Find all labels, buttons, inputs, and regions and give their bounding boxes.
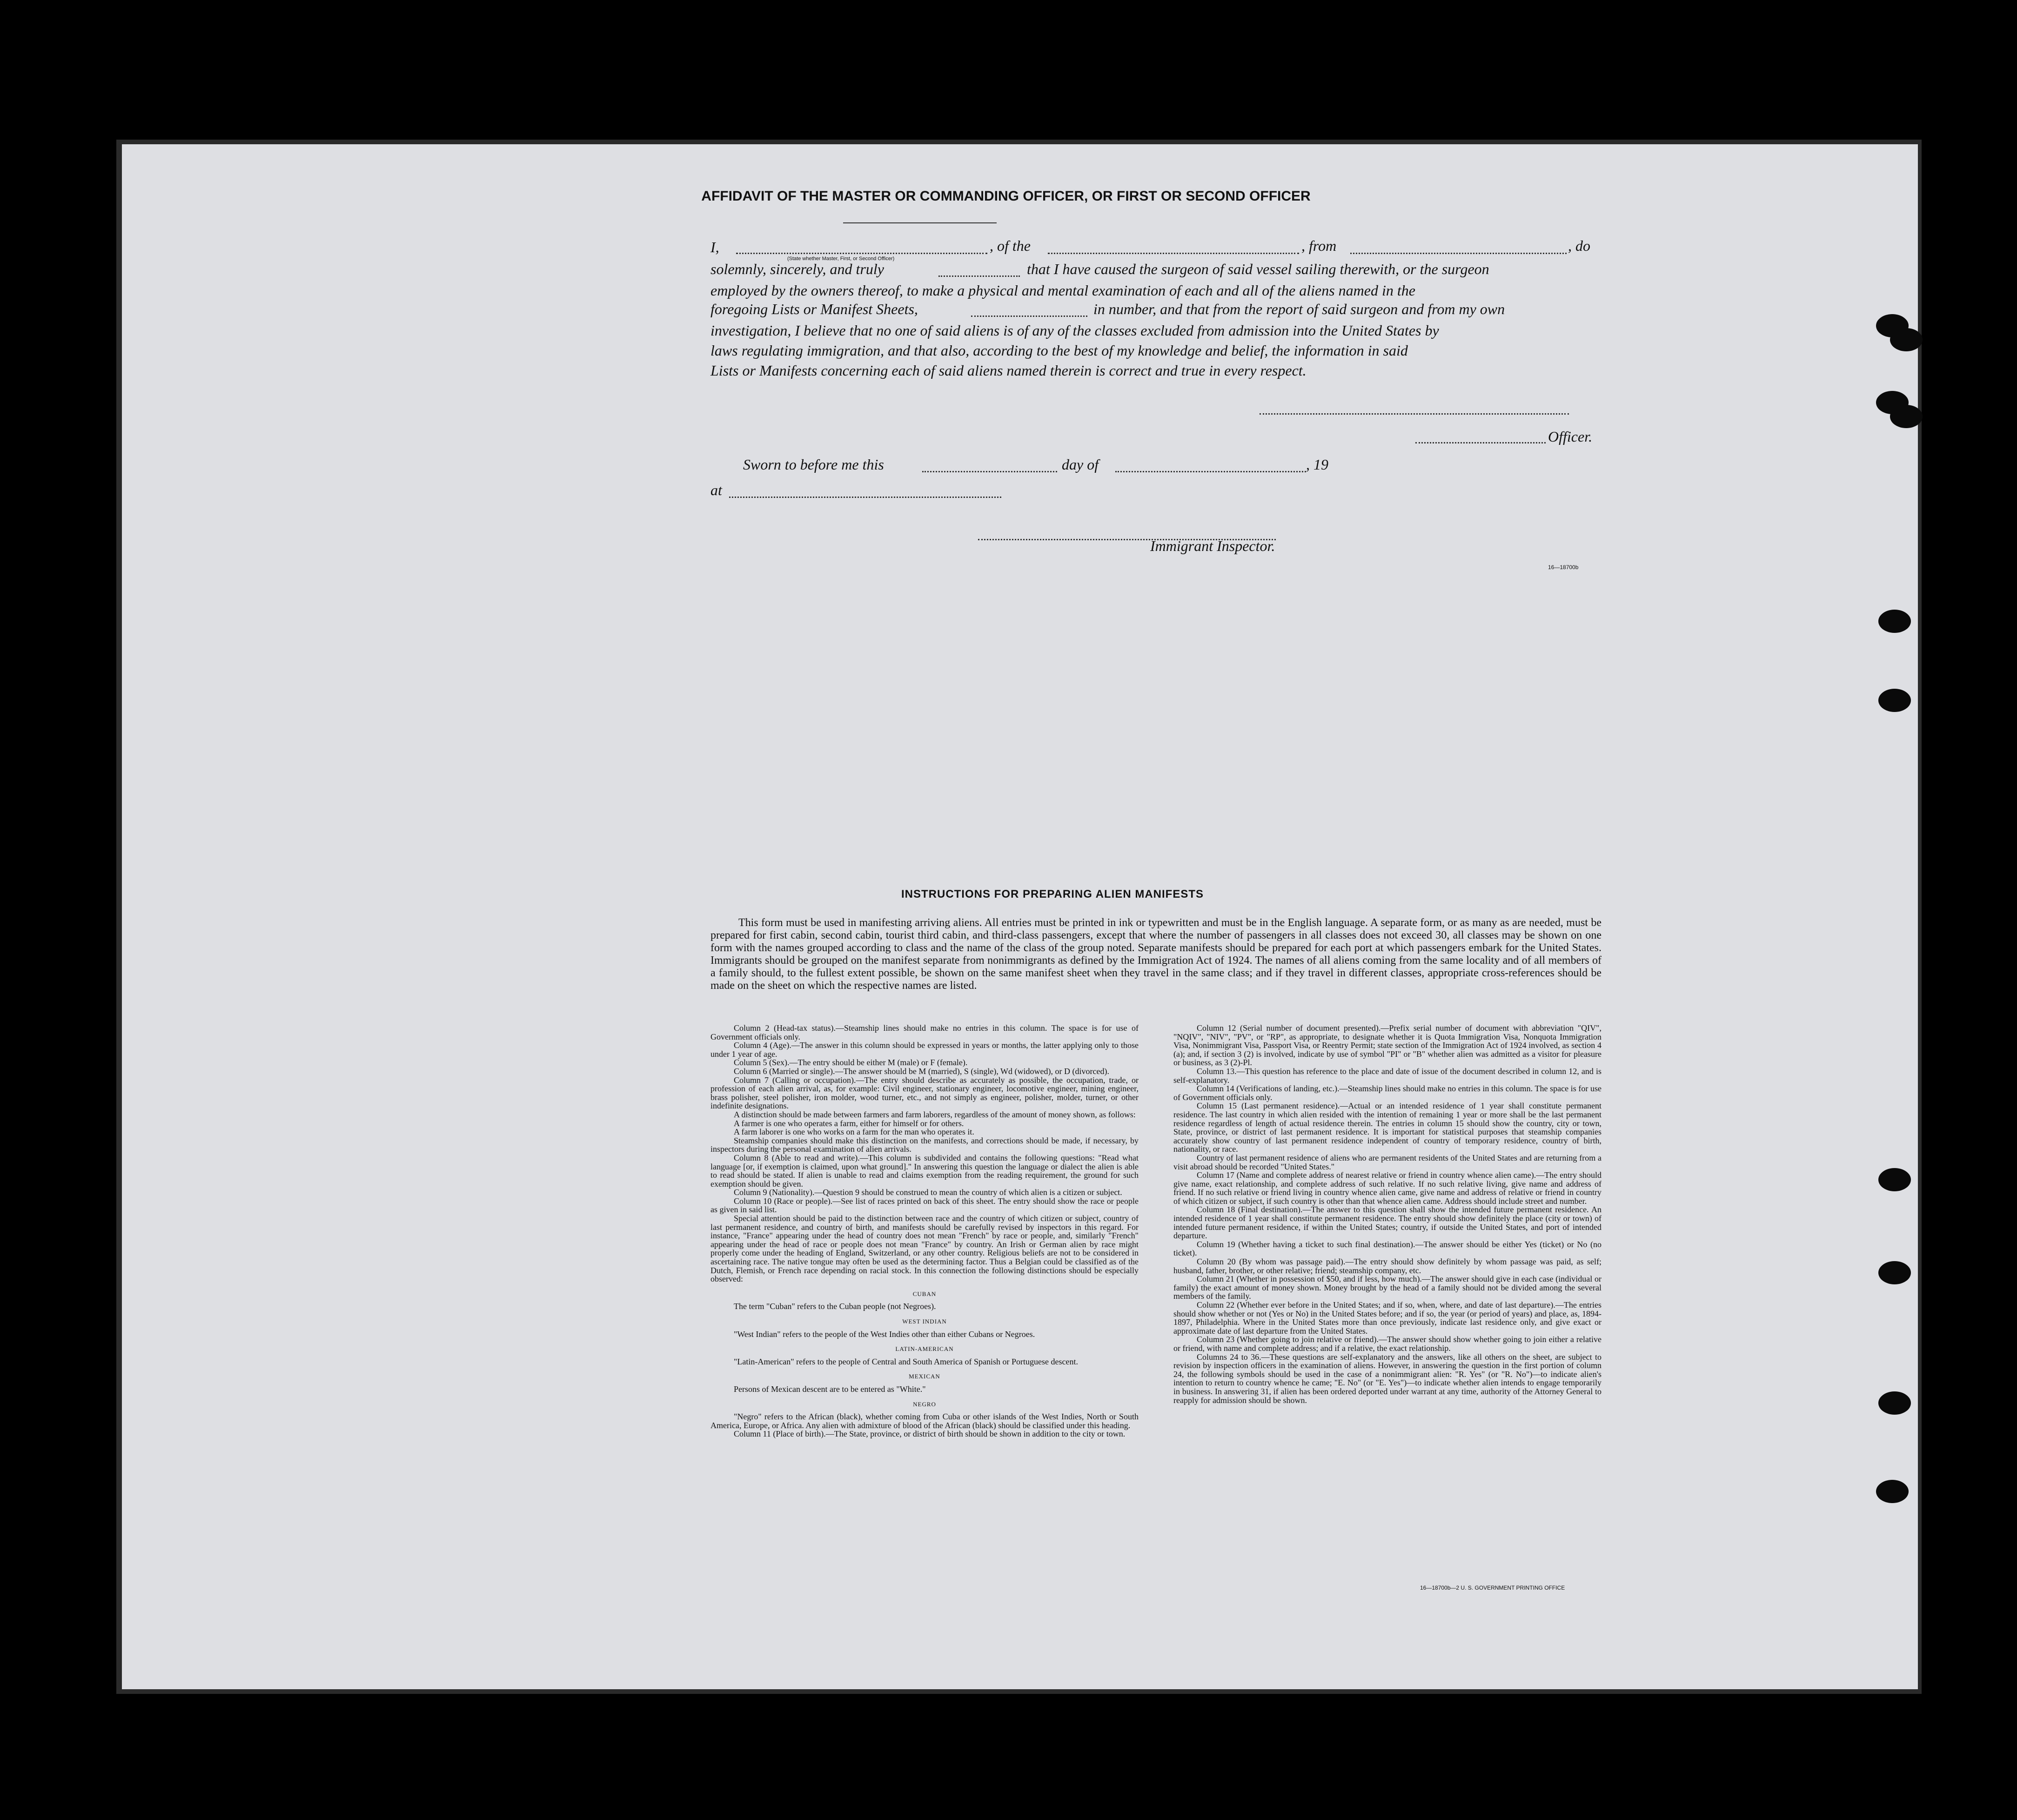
- left-para-7: A farmer is one who operates a farm, either for himself or for others.: [734, 1118, 964, 1128]
- westindian-heading: WEST INDIAN: [902, 1318, 947, 1325]
- rank-note: (State whether Master, First, or Second Officer): [787, 256, 895, 262]
- officer-title-field[interactable]: [1415, 442, 1546, 443]
- negro-text: "Negro" refers to the African (black), whether coming from Cuba or other islands of the West Indies, North or South America, Europe, or Africa. Any alien with admixture of blood of the African (black) should be classified under this heading.: [710, 1412, 1139, 1430]
- cuban-text: The term "Cuban" refers to the Cuban people (not Negroes).: [734, 1302, 936, 1311]
- right-para-1: Column 12 (Serial number of document presented).—Prefix serial number of document with abbreviation "QIV", "NQIV", "NIV", "PV", or "RP", as appropriate, to designate whether it is Quota Immigration Visa, Nonquota Immigration Visa, Nonimmigrant Visa, Passport Visa, or Reentry Permit; state section of the Immigration Act of 1924 involved, as section 4 (a); and, if section 3 (2) is involved, indicate by use of symbol "PI" or "B" whether alien was admitted as a visitor for pleasure or business, as 3 (2)-Pl.: [1173, 1023, 1602, 1068]
- printing-office-footer: 16—18700b—2 U. S. GOVERNMENT PRINTING OFFICE: [1420, 1585, 1565, 1591]
- instructions-right-column: [1173, 1024, 1602, 1404]
- left-para-3: Column 5 (Sex).—The entry should be either M (male) or F (female).: [734, 1058, 968, 1068]
- right-para-5: Country of last permanent residence of aliens who are permanent residents of the United States and are returning from a visit abroad should be recorded "United States.": [1173, 1153, 1602, 1171]
- officer-signature-field[interactable]: [1260, 413, 1569, 415]
- punch-hole: [1878, 1391, 1911, 1415]
- sworn-place-field[interactable]: [729, 497, 1001, 498]
- affidavit-line-4a: foregoing Lists or Manifest Sheets,: [710, 301, 918, 317]
- negro-heading: NEGRO: [913, 1400, 936, 1408]
- document-sheet: [122, 144, 1918, 1689]
- left-para-12: Column 10 (Race or people).—See list of races printed on back of this sheet. The entry should show the race or people as given in said list.: [710, 1196, 1139, 1215]
- affidavit-line-5: investigation, I believe that no one of said aliens is of any of the classes excluded from admission into the United States by: [710, 322, 1439, 339]
- punch-hole: [1890, 405, 1923, 428]
- left-para-8: A farm laborer is one who works on a farm for the man who operates it.: [734, 1127, 974, 1137]
- instructions-intro: [710, 917, 1602, 992]
- day-of-label: day of: [1062, 456, 1099, 473]
- left-para-1: Column 2 (Head-tax status).—Steamship lines should make no entries in this column. The space is for use of Government officials only.: [710, 1023, 1139, 1041]
- instructions-title: INSTRUCTIONS FOR PREPARING ALIEN MANIFESTS: [901, 888, 1204, 900]
- right-para-7: Column 18 (Final destination).—The answer to this question shall show the intended future permanent residence. An intended residence of 1 year shall constitute permanent residence. The entry should show definitely the place (city or town) of intended future permanent residence, if within the United States; country, if outside the United States, and port of intended departure.: [1173, 1205, 1602, 1241]
- mexican-heading: MEXICAN: [909, 1373, 940, 1380]
- right-para-8: Column 19 (Whether having a ticket to such final destination).—The answer should be either Yes (ticket) or No (no ticket).: [1173, 1239, 1602, 1258]
- affidavit-title: AFFIDAVIT OF THE MASTER OR COMMANDING OFFICER, OR FIRST OR SECOND OFFICER: [701, 188, 1311, 204]
- i-label: I,: [710, 239, 719, 255]
- year-label: , 19: [1306, 456, 1328, 473]
- latin-text: "Latin-American" refers to the people of Central and South America of Spanish or Portuguese descent.: [734, 1357, 1078, 1366]
- left-para-6: A distinction should be made between farmers and farm laborers, regardless of the amount of money shown, as follows:: [734, 1109, 1136, 1119]
- punch-hole: [1878, 689, 1911, 712]
- right-para-10: Column 21 (Whether in possession of $50, and if less, how much).—The answer should give in each case (individual or family) the exact amount of money shown. Money brought by the head of a family should not be divided among the several members of the family.: [1173, 1274, 1602, 1301]
- oath-field[interactable]: [938, 275, 1020, 277]
- punch-hole: [1878, 1261, 1911, 1284]
- affidavit-line-2a: solemnly, sincerely, and truly: [710, 261, 884, 277]
- at-label: at: [710, 482, 722, 498]
- right-para-11: Column 22 (Whether ever before in the United States; and if so, when, where, and date of last departure).—The entries should show whether or not (Yes or No) in the United States before; and if so, the year (or period of years) and place, as, 1894-1897, Philadelphia. Where in the United States more than once previously, indicate last residence only, and give exact or approximate date of last departure from the United States.: [1173, 1300, 1602, 1336]
- affidavit-line-3: employed by the owners thereof, to make a physical and mental examination of each and all of the aliens named in the: [710, 282, 1415, 299]
- officer-rank-field[interactable]: [736, 253, 987, 254]
- sworn-day-field[interactable]: [922, 471, 1057, 472]
- affidavit-line-2b: that I have caused the surgeon of said vessel sailing therewith, or the surgeon: [1027, 261, 1489, 277]
- left-para-2: Column 4 (Age).—The answer in this column should be expressed in years or months, the latter applying only to those under 1 year of age.: [710, 1041, 1139, 1059]
- right-para-4: Column 15 (Last permanent residence).—Actual or an intended residence of 1 year shall constitute permanent residence. The last country in which alien resided with the intention of remaining 1 year or more shall be the last permanent residence regardless of length of actual residence therein. The entries in column 15 should show the country, city or town, State, province, or district of last permanent residence. It is important for statistical purposes that steamship companies accurately show country of last permanent residence independent of country of temporary residence, country of birth, nationality, or race.: [1173, 1101, 1602, 1154]
- punch-hole: [1878, 610, 1911, 633]
- col11-text: Column 11 (Place of birth).—The State, province, or district of birth should be shown in addition to the city or town.: [734, 1429, 1126, 1439]
- cuban-heading: CUBAN: [912, 1290, 937, 1297]
- sworn-label: Sworn to before me this: [743, 456, 884, 473]
- from-label: , from: [1301, 237, 1337, 254]
- affidavit-line-1: [710, 237, 1818, 257]
- do-label: , do: [1568, 237, 1590, 254]
- intro-paragraph: This form must be used in manifesting arriving aliens. All entries must be printed in ink or typewritten and must be in the English language. A separate form, or as many as are needed, must be prepared for first cabin, second cabin, tourist third cabin, and third-class passengers, except that where the number of passengers in all classes does not exceed 30, all classes may be shown on one form with the names grouped according to class and the name of the class of the group noted. Separate manifests should be prepared for each port at which passengers embark for the United States. Immigrants should be grouped on the manifest separate from nonimmigrants as defined by the Immigration Act of 1924. The names of all aliens coming from the same locality and of all members of a family should, to the fullest extent possible, be shown on the same manifest sheet when they travel in the same class; and if they travel in different classes, appropriate cross-references should be made on the sheet on which the respective names are listed.: [710, 917, 1602, 992]
- right-para-13: Columns 24 to 36.—These questions are self-explanatory and the answers, like all others on the sheet, are subject to revision by inspection officers in the examination of aliens. However, in answering the question in the first portion of column 24, the following symbols should be used in the case of a nonimmigrant alien: "R. Yes" (or "R. No")—to indicate alien's intention to return to country whence he came; "E. No" (or "E. Yes")—to indicate whether alien intends to engage temporarily in business. In answering 31, if alien has been ordered deported under warrant at any time, authority of the Attorney General to reapply for admission should be shown.: [1173, 1352, 1602, 1405]
- right-para-9: Column 20 (By whom was passage paid).—The entry should show definitely by whom passage was paid, as self; husband, father, brother, or other relative; friend; steamship company, etc.: [1173, 1257, 1602, 1275]
- mexican-text: Persons of Mexican descent are to be entered as "White.": [734, 1384, 926, 1394]
- punch-hole: [1890, 328, 1923, 351]
- right-para-6: Column 17 (Name and complete address of nearest relative or friend in country whence alien came).—The entry should give name, exact relationship, and complete address of such relative. If no such relative living, give name and address of friend. If no such relative or friend living in country whence alien came, give name and address of relative or friend in country of which citizen or subject, if such country is other than that whence alien came. Address should include street and number.: [1173, 1170, 1602, 1206]
- inspector-label: Immigrant Inspector.: [1150, 537, 1275, 554]
- sworn-month-field[interactable]: [1115, 471, 1306, 472]
- westindian-text: "West Indian" refers to the people of the West Indies other than either Cubans or Negroes.: [734, 1329, 1035, 1339]
- of-the-label: , of the: [990, 237, 1031, 254]
- left-para-4: Column 6 (Married or single).—The answer should be M (married), S (single), Wd (widowed), or D (divorced).: [734, 1066, 1109, 1076]
- officer-label: Officer.: [1548, 428, 1593, 445]
- right-para-12: Column 23 (Whether going to join relative or friend).—The answer should show whether going to join either a relative or friend, with name and complete address; and if a relative, the exact relationship.: [1173, 1335, 1602, 1353]
- instructions-left-column: [710, 1024, 1139, 1438]
- right-para-3: Column 14 (Verifications of landing, etc.).—Steamship lines should make no entries in this column. The space is for use of Government officials only.: [1173, 1084, 1602, 1102]
- affidavit-line-4b: in number, and that from the report of said surgeon and from my own: [1093, 301, 1505, 317]
- from-port-field[interactable]: [1350, 253, 1567, 254]
- left-para-10: Column 8 (Able to read and write).—This column is subdivided and contains the following questions: "Read what language [or, if exemption is claimed, upon what ground]." In answering this question the language or dialect the alien is able to read should be stated. If alien is unable to read and claims exemption from the reading requirement, the ground for such exemption should be given.: [710, 1153, 1139, 1189]
- vessel-name-field[interactable]: [1048, 253, 1299, 254]
- left-para-9: Steamship companies should make this distinction on the manifests, and corrections should be made, if necessary, by inspectors during the personal examination of alien arrivals.: [710, 1135, 1139, 1154]
- punch-hole: [1878, 1168, 1911, 1191]
- left-para-11: Column 9 (Nationality).—Question 9 should be construed to mean the country of which alien is a citizen or subject.: [734, 1188, 1122, 1197]
- affidavit-line-7: Lists or Manifests concerning each of said aliens named therein is correct and true in every respect.: [710, 362, 1307, 379]
- left-para-5: Column 7 (Calling or occupation).—The entry should describe as accurately as possible, the occupation, trade, or profession of each alien arrival, as, for example: Civil engineer, stationary engineer, locomotive engineer, mining engineer, brass polisher, steel polisher, iron molder, wood turner, etc., and not simply as engineer, polisher, molder, turner, or other indefinite designations.: [710, 1075, 1139, 1111]
- sheets-count-field[interactable]: [971, 316, 1087, 317]
- right-para-2: Column 13.—This question has reference to the place and date of issue of the document described in column 12, and is self-explanatory.: [1173, 1066, 1602, 1085]
- form-number: 16—18700b: [1548, 564, 1579, 571]
- affidavit-line-6: laws regulating immigration, and that also, according to the best of my knowledge and belief, the information in said: [710, 342, 1408, 359]
- title-underline: [843, 222, 997, 223]
- punch-hole: [1876, 1480, 1909, 1503]
- left-para-13: Special attention should be paid to the distinction between race and the country of which citizen or subject, country of last permanent residence, and country of birth, and manifests should be carefully revised by inspectors in this regard. For instance, "France" appearing under the head of country does not mean "French" by race or people, and, similarly "French" appearing under the head of race or people does not mean "France" by country. An Irish or German alien by race might properly come under the heading of England, Switzerland, or any other country. Religious beliefs are not to be considered in ascertaining race. The native tongue may often be used as the determining factor. Thus a Belgian could be classified as of the Dutch, Flemish, or French race depending on racial stock. In this connection the following distinctions should be especially observed:: [710, 1214, 1139, 1284]
- latin-heading: LATIN-AMERICAN: [895, 1345, 954, 1353]
